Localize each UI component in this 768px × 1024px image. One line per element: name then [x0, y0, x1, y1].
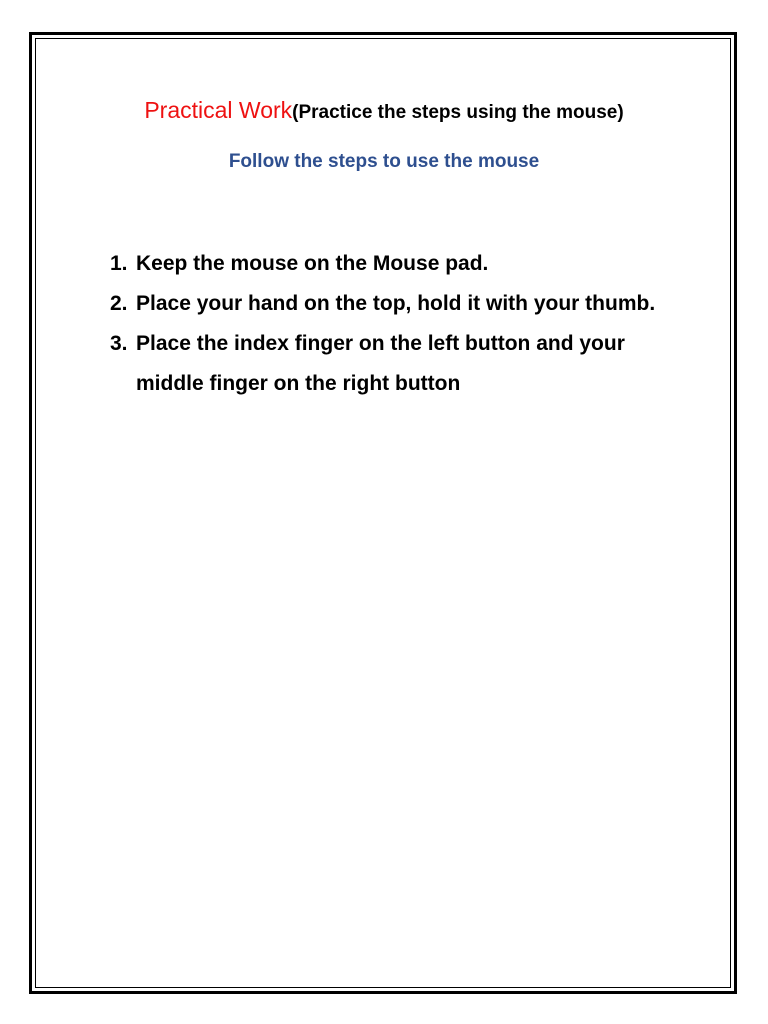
title-line — [0, 97, 768, 124]
title-parenthetical: (Practice the steps using the mouse) — [292, 102, 624, 123]
step-item — [110, 324, 690, 404]
step-text: Keep the mouse on the Mouse pad. — [136, 252, 489, 275]
title-main: Practical Work — [144, 97, 293, 123]
step-number: 3. — [110, 332, 128, 355]
subtitle: Follow the steps to use the mouse — [228, 151, 540, 172]
steps-list — [110, 244, 690, 404]
step-number: 1. — [110, 252, 128, 275]
page-border-inner — [35, 38, 731, 988]
step-text: Place the index finger on the left button and your middle finger on the right button — [136, 332, 625, 395]
step-item — [110, 284, 690, 324]
step-number: 2. — [110, 292, 128, 315]
step-text: Place your hand on the top, hold it with your thumb. — [136, 292, 656, 315]
page-border — [29, 32, 737, 994]
step-item — [110, 244, 690, 284]
